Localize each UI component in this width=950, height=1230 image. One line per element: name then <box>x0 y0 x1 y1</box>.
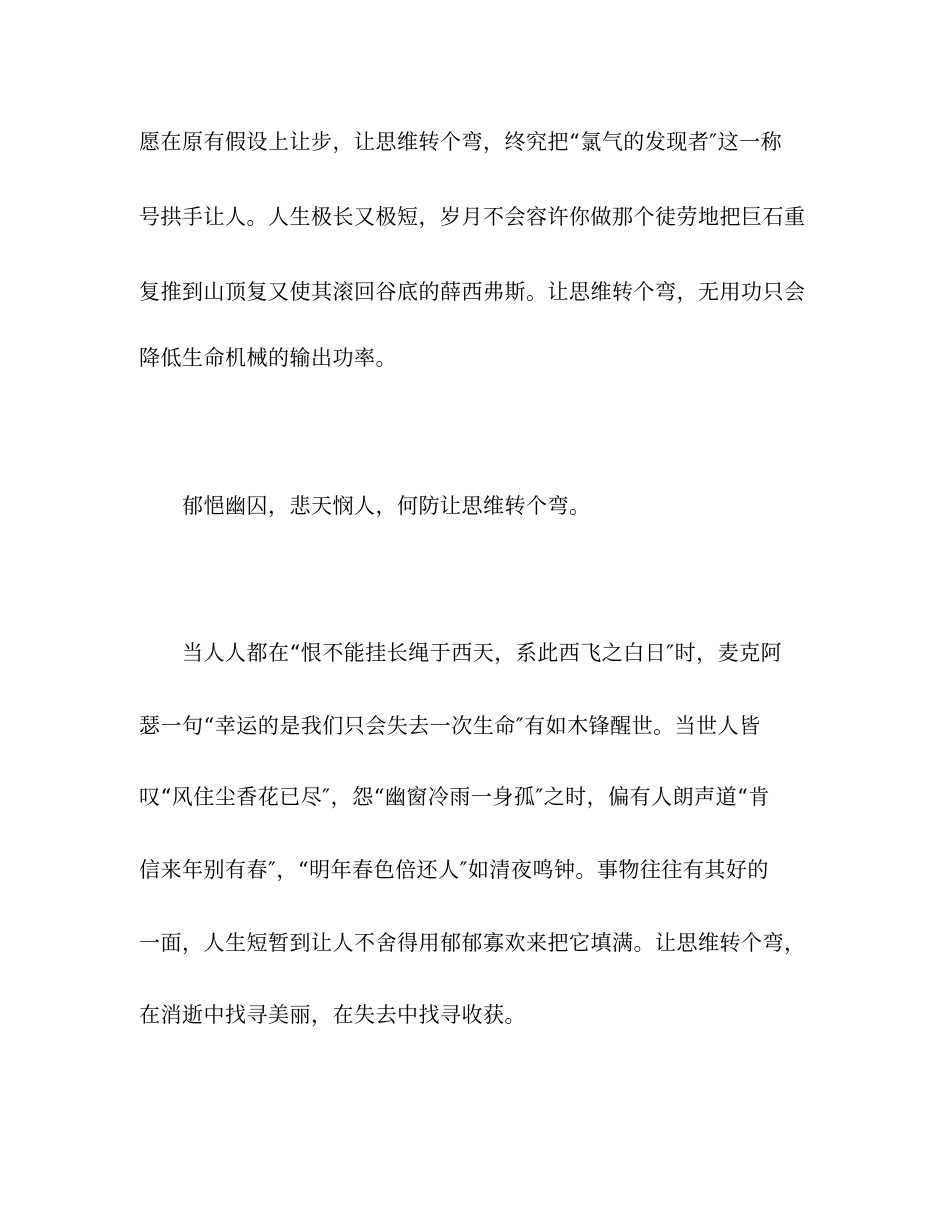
paragraph-line: 在消逝中找寻美丽，在失去中找寻收获。 <box>139 1003 526 1027</box>
paragraph-line: 复推到山顶复又使其滚回谷底的薛西弗斯。让思维转个弯，无用功只会 <box>139 280 806 304</box>
paragraph-line: 降低生命机械的输出功率。 <box>139 346 397 370</box>
paragraph-line: 郁悒幽囚，悲天悯人，何防让思维转个弯。 <box>182 494 591 518</box>
paragraph-line: 愿在原有假设上让步，让思维转个弯，终究把“氯气的发现者″这一称 <box>139 130 783 154</box>
paragraph-line: 一面，人生短暂到让人不舍得用郁郁寡欢来把它填满。让思维转个弯， <box>139 931 806 955</box>
paragraph-line: 信来年别有春″，“明年春色倍还人″如清夜鸣钟。事物往往有其好的 <box>139 858 769 882</box>
paragraph-line: 瑟一句“幸运的是我们只会失去一次生命″有如木锋醒世。当世人皆 <box>139 714 761 738</box>
paragraph-line: 叹“风住尘香花已尽″，怨“幽窗冷雨一身孤″之时，偏有人朗声道“肯 <box>139 785 770 809</box>
paragraph-line: 号拱手让人。人生极长又极短，岁月不会容许你做那个徒劳地把巨石重 <box>139 205 806 229</box>
paragraph-line: 当人人都在“恨不能挂长绳于西天，系此西飞之白日″时，麦克阿 <box>182 641 783 665</box>
